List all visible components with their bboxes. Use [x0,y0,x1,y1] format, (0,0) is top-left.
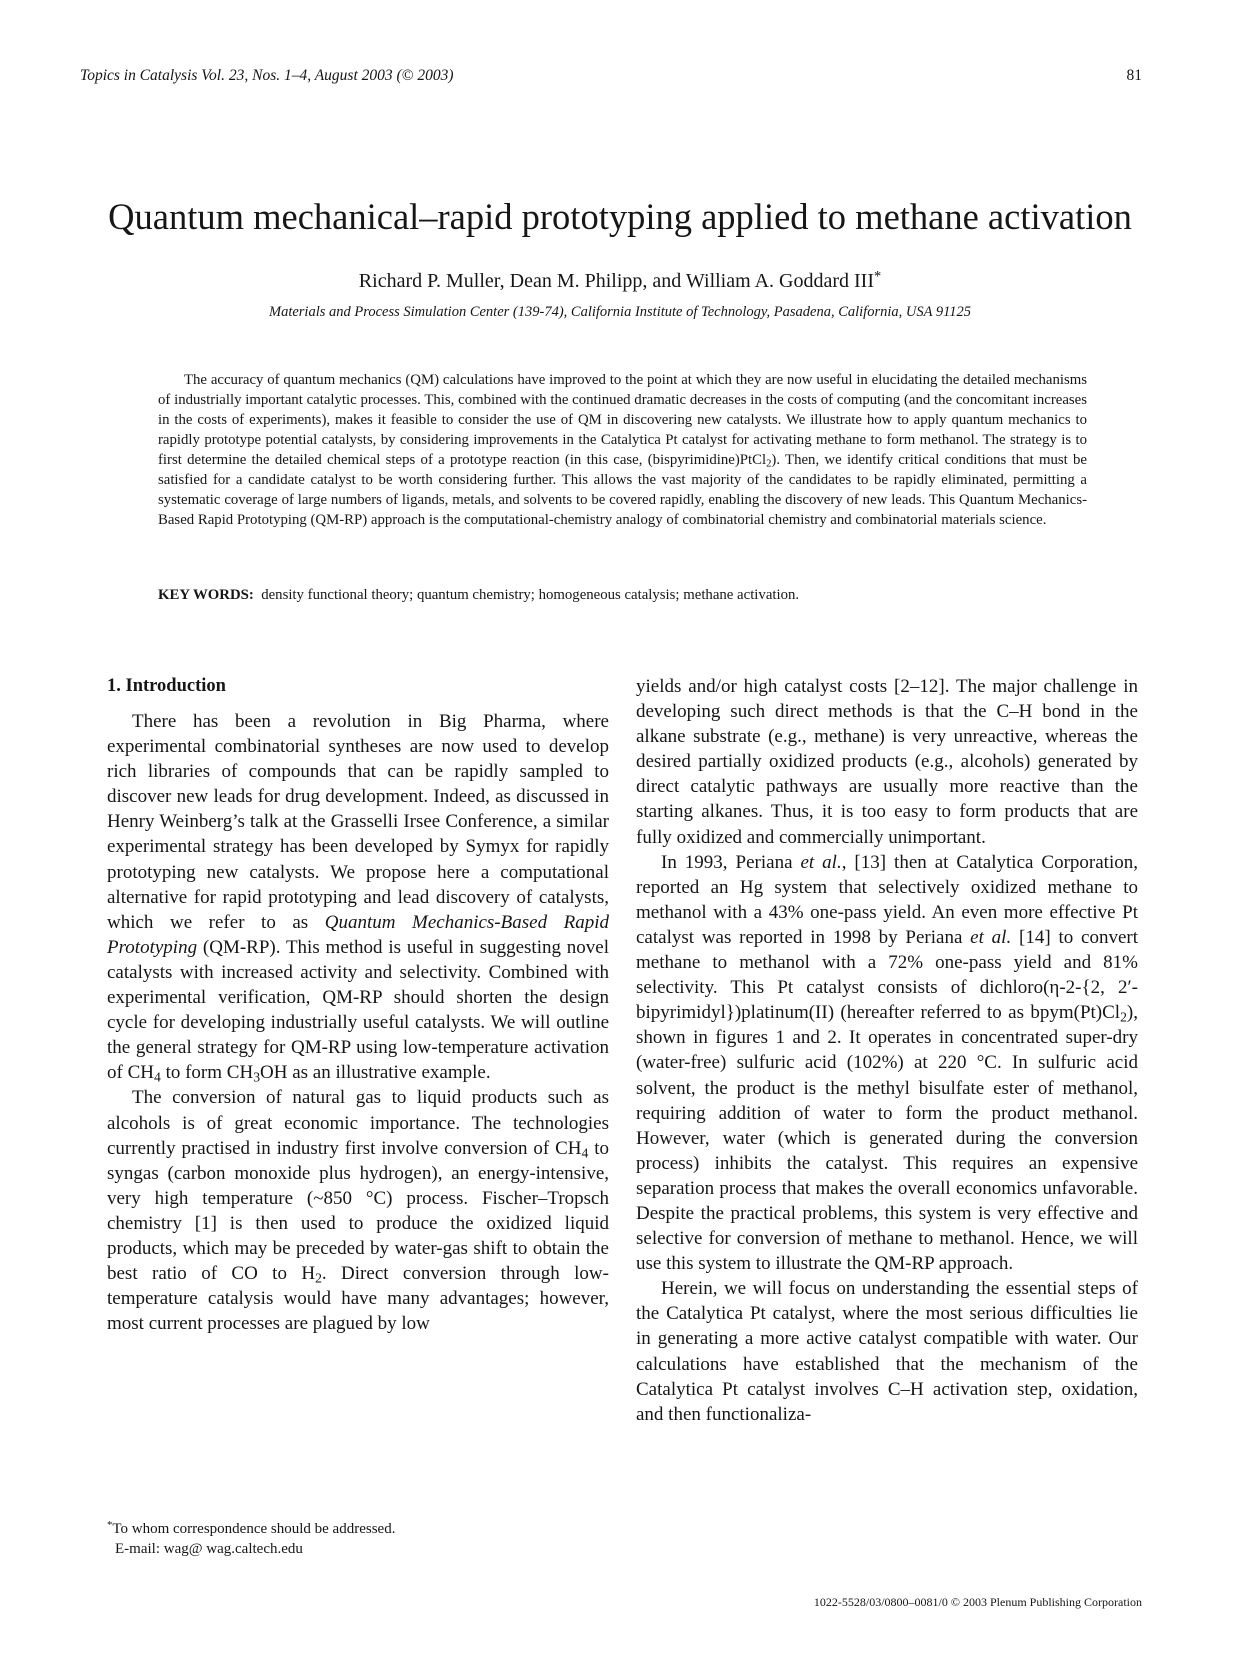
footnote-correspondence: To whom correspondence should be addressed. [112,1521,396,1537]
corresponding-author-mark: * [873,268,882,285]
footnote [107,1519,609,1559]
p1-text-c: to form CH [160,1062,254,1084]
p4-sub-1: 2 [1120,1009,1127,1025]
keywords-text: density functional theory; quantum chemistry; homogeneous catalysis; methane activation. [261,587,800,603]
p2-text-a: The conversion of natural gas to liquid products such as alcohols is of great economic importance. The technologies currently practised in industry first involve conversion of CH [107,1087,609,1159]
abstract [158,370,1087,530]
p4-italic-1: et al. [800,851,842,873]
paragraph-3: yields and/or high catalyst costs [2–12]. The major challenge in developing such direct methods is that the C–H bond in the alkane substrate (e.g., methane) is very unreactive, whereas the desired partially oxidized products (e.g., alcohols) generated by direct catalytic pathways are usually more reactive than the starting alkanes. Thus, it is too easy to form products that are fully oxidized and commercially unimportant. [636,676,1138,848]
affiliation: Materials and Process Simulation Center (139-74), California Institute of Technology, Pasadena, California, USA 91125 [268,304,972,320]
right-column [636,674,1138,1427]
footnote-line-2: E-mail: wag@ wag.caltech.edu [115,1541,303,1557]
p1-italic: Quantum Mechanics-Based Rapid Prototyping [107,911,609,958]
running-head [80,66,1160,86]
paragraph-4 [636,850,1138,1277]
left-column [107,674,609,1336]
p1-sub-2: 3 [253,1069,261,1085]
p2-sub-2: 2 [315,1270,322,1286]
abstract-text-part1: The accuracy of quantum mechanics (QM) calculations have improved to the point at which they are now useful in elucidating the detailed mechanisms of industrially important catalytic processes. This, combined with the continued dramatic decreases in the costs of computing (and the concomitant increases in the costs of experiments), makes it feasible to consider the use of QM in discovering new catalysts. We illustrate how to apply quantum mechanics to rapidly prototype potential catalysts, by considering improvements in the Catalytica Pt catalyst for activating methane to form methanol. The strategy is to first determine the detailed chemical steps of a prototype reaction (in this case, (bispyrimidine)PtCl [158,372,1087,468]
author-names: Richard P. Muller, Dean M. Philipp, and William A. Goddard III [358,270,874,292]
footnote-line-1 [107,1519,609,1539]
p1-sub-1: 4 [153,1069,161,1085]
paper-title: Quantum mechanical–rapid prototyping applied to methane activation [108,196,1132,237]
p2-text-c: . Direct conversion through low-temperature catalysis would have many advantages; however, most current processes are plagued by low [107,1263,609,1335]
p2-text-b: to syngas (carbon monoxide plus hydrogen), an energy-intensive, very high temperature (~850 °C) process. Fischer–Tropsch chemistry [1] is then used to produce the oxidized liquid products, which may be preceded by water-gas shift to obtain the best ratio of CO to H [107,1137,609,1285]
p4-text-a: In 1993, Periana [661,851,801,873]
section-heading-introduction: 1. Introduction [107,676,226,696]
author-list [0,268,1240,294]
copyright-line: 1022-5528/03/0800–0081/0 © 2003 Plenum Publishing Corporation [813,1595,1142,1609]
paragraph-5: Herein, we will focus on understanding the essential steps of the Catalytica Pt catalyst, where the most serious difficulties lie in generating a more active catalyst compatible with water. Our calculations have established that the mechanism of the Catalytica Pt catalyst involves C–H activation step, oxidation, and then functionaliza- [636,1278,1138,1425]
keywords [158,585,1087,605]
p1-text-b: (QM-RP). This method is useful in suggesting novel catalysts with increased activity and selectivity. Combined with experimental verification, QM-RP should shorten the design cycle for developing industrially useful catalysts. We will outline the general strategy for QM-RP using low-temperature activation of CH [107,936,609,1084]
p1-text-a: There has been a revolution in Big Pharma, where experimental combinatorial syntheses are now used to develop rich libraries of compounds that can be rapidly sampled to discover new leads for drug development. Indeed, as discussed in Henry Weinberg’s talk at the Grasselli Irsee Conference, a similar experimental strategy has been developed by Symyx for rapidly prototyping new catalysts. We propose here a computational alternative for rapid prototyping and lead discovery of catalysts, which we refer to as [107,711,609,933]
p4-text-c: [14] to convert methane to methanol with a 72% one-pass yield and 81% selectivity. This Pt catalyst consists of dichloro(η-2-{2, 2′-bipyrimidyl})platinum(II) (hereafter referred to as bpym(Pt)Cl [636,926,1138,1024]
abstract-subscript: 2 [766,458,772,470]
p4-italic-2: et al. [970,926,1012,948]
p1-text-d: OH as an illustrative example. [260,1062,491,1084]
p4-text-d: ), shown in figures 1 and 2. It operates in concentrated super-dry (water-free) sulfuric acid (102%) at 220 °C. In sulfuric acid solvent, the product is the methyl bisulfate ester of methanol, requiring addition of water to form the product methanol. However, water (which is generated during the conversion process) inhibits the catalyst. This requires an expensive separation process that makes the overall economics unfavorable. Despite the practical problems, this system is very effective and selective for conversion of methane to methanol. Hence, we will use this system to illustrate the QM-RP approach. [636,1002,1138,1275]
keywords-label: KEY WORDS: [158,587,254,603]
page-number: 81 [1126,67,1142,84]
p2-sub-1: 4 [581,1145,589,1160]
footnote-mark: * [107,1519,113,1532]
journal-citation: Topics in Catalysis Vol. 23, Nos. 1–4, August 2003 (© 2003) [80,67,454,84]
p4-text-b: , [13] then at Catalytica Corporation, reported an Hg system that selectively oxidized methane to methanol with a 43% one-pass yield. An even more effective Pt catalyst was reported in 1998 by Periana [636,851,1138,948]
paragraph-1 [107,709,609,1085]
abstract-text-part2: ). Then, we identify critical conditions that must be satisfied for a candidate catalyst to be worth considering further. This allows the vast majority of the candidates to be rapidly eliminated, permitting a systematic coverage of large numbers of ligands, metals, and solvents to be covered rapidly, enabling the discovery of new leads. This Quantum Mechanics-Based Rapid Prototyping (QM-RP) approach is the computational-chemistry analogy of combinatorial chemistry and combinatorial materials science. [158,452,1087,528]
paragraph-2 [107,1085,609,1336]
